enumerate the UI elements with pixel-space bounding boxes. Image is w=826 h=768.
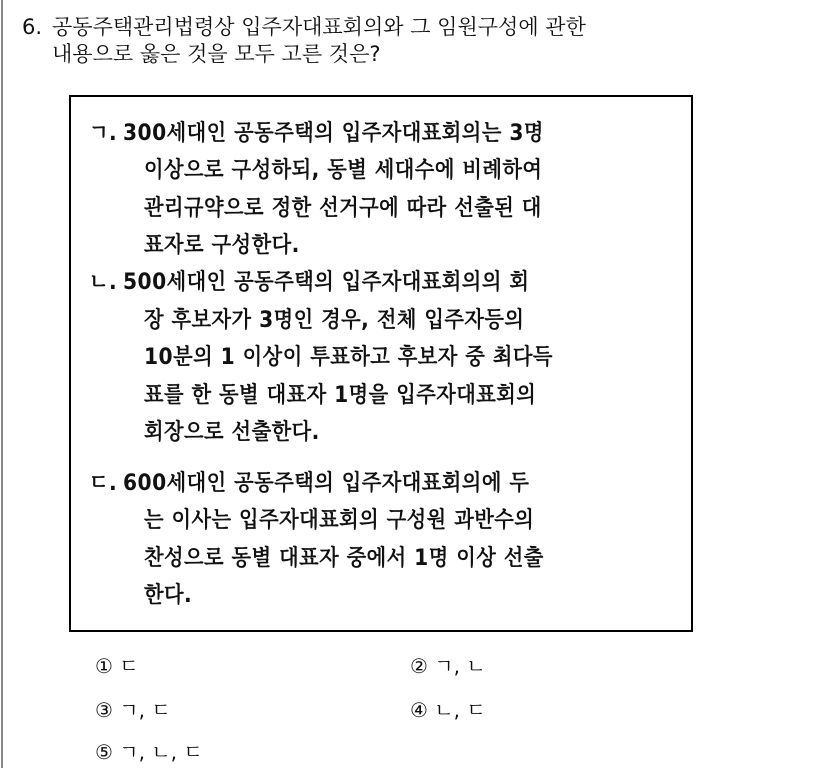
question-number: 6. [22,15,43,39]
choice-3[interactable]: ③ ㄱ, ㄷ [95,698,171,722]
item-text-line: 관리규약으로 정한 선거구에 따라 선출된 대 [144,196,542,221]
item-text-line: 표를 한 동별 대표자 1명을 입주자대표회의 [144,383,537,408]
item-text-line: 600세대인 공동주택의 입주자대표회의에 두 [123,471,530,496]
item-text-line: 회장으로 선출한다. [144,420,320,445]
question-text-line2: 내용으로 옳은 것을 모두 고른 것은? [52,42,381,66]
choice-1[interactable]: ① ㄷ [95,654,139,678]
item-text-line: 찬성으로 동별 대표자 중에서 1명 이상 선출 [144,546,544,571]
item-text-line: 는 이사는 입주자대표회의 구성원 과반수의 [144,508,535,533]
statement-box [69,95,693,632]
page-margin-rule [1,0,3,768]
item-marker: ㄷ. [89,471,118,496]
item-marker: ㄴ. [89,270,118,295]
item-text-line: 이상으로 구성하되, 동별 세대수에 비례하여 [144,158,543,183]
question-text-line1: 공동주택관리법령상 입주자대표회의와 그 임원구성에 관한 [52,15,586,39]
item-text-line: 장 후보자가 3명인 경우, 전체 입주자등의 [144,308,525,333]
choice-2[interactable]: ② ㄱ, ㄴ [410,654,486,678]
item-text-line: 한다. [144,583,193,608]
item-marker: ㄱ. [89,121,118,146]
item-text-line: 표자로 구성한다. [144,233,300,258]
choice-4[interactable]: ④ ㄴ, ㄷ [410,698,486,722]
item-text-line: 500세대인 공동주택의 입주자대표회의의 회 [123,270,530,295]
item-text-line: 10분의 1 이상이 투표하고 후보자 중 최다득 [144,345,553,370]
choice-5[interactable]: ⑤ ㄱ, ㄴ, ㄷ [95,740,203,764]
item-text-line: 300세대인 공동주택의 입주자대표회의는 3명 [123,121,544,146]
question-stem [22,14,586,68]
